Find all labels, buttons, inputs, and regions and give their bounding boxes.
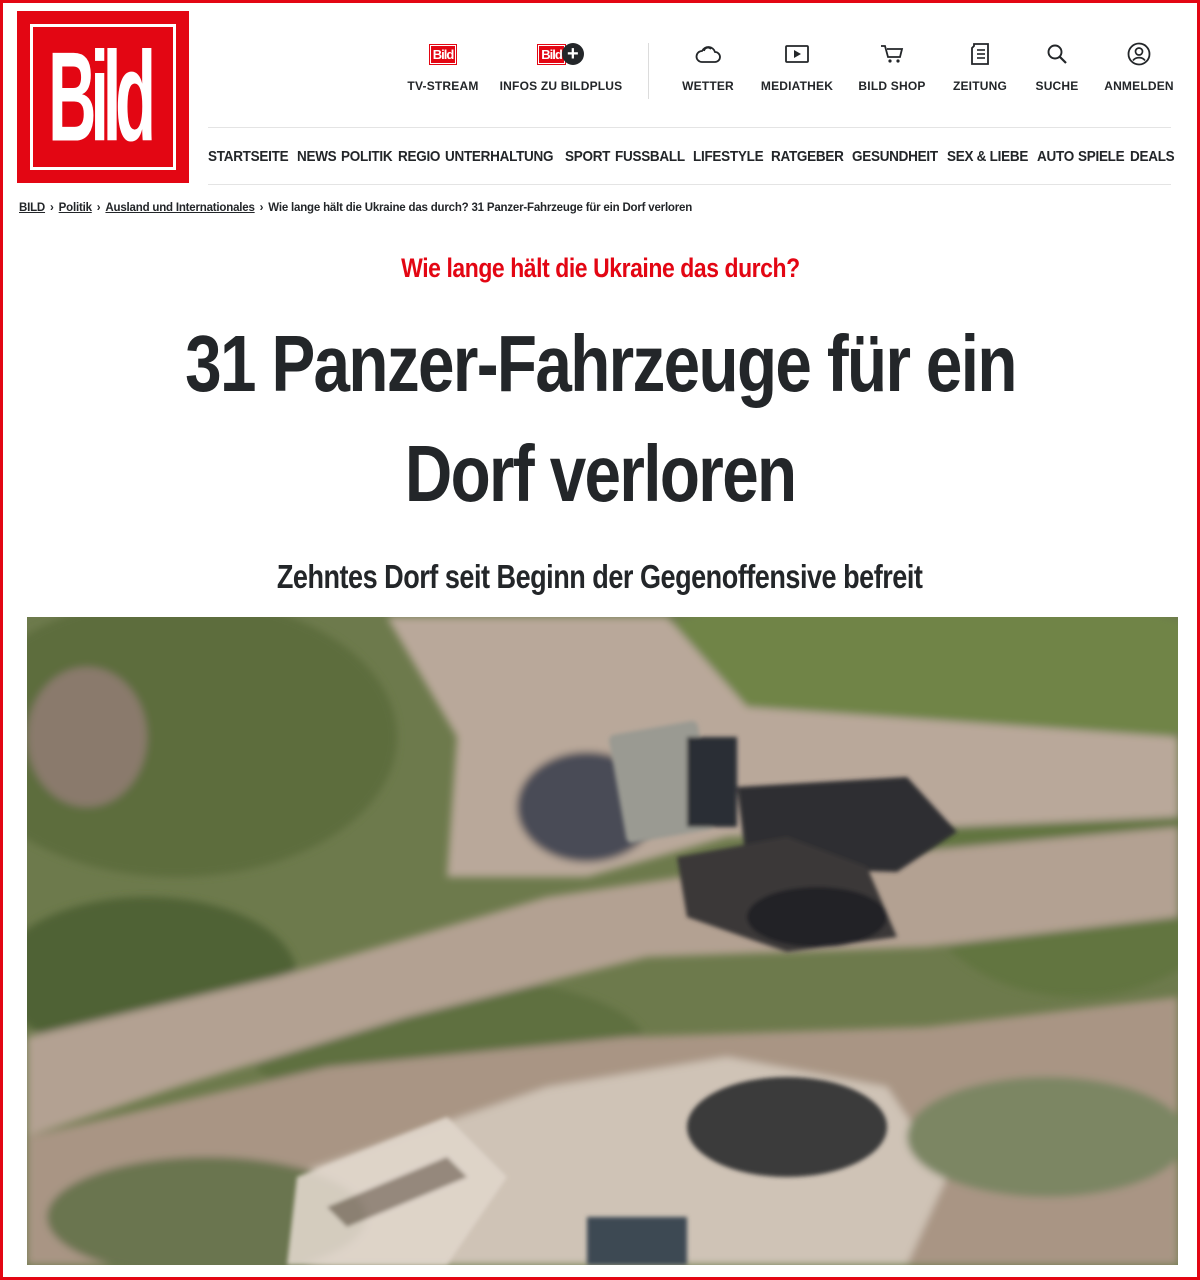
util-label-zeitung: ZEITUNG: [952, 79, 1008, 93]
main-nav: [208, 127, 1175, 185]
nav-ratgeber[interactable]: RATGEBER: [771, 147, 844, 165]
play-icon: [784, 39, 810, 69]
newspaper-icon: [969, 39, 991, 69]
util-item-shop[interactable]: [858, 39, 926, 93]
subline-text: Zehntes Dorf seit Beginn der Gegenoffensive befreit: [277, 558, 923, 595]
breadcrumb-bild[interactable]: BILD: [19, 202, 46, 214]
breadcrumb-separator: ›: [96, 202, 101, 214]
util-item-wetter[interactable]: [678, 39, 738, 93]
util-label-anmelden: ANMELDEN: [1104, 79, 1174, 93]
util-item-suche[interactable]: [1032, 39, 1082, 93]
util-label-tv-stream: TV-STREAM: [407, 79, 479, 93]
nav-startseite[interactable]: STARTSEITE: [208, 147, 289, 165]
util-item-bildplus[interactable]: [499, 39, 623, 93]
breadcrumb-ausland[interactable]: Ausland und Internationales: [105, 202, 255, 214]
nav-auto[interactable]: AUTO: [1037, 147, 1075, 165]
util-label-shop: BILD SHOP: [858, 79, 926, 93]
nav-gesundheit[interactable]: GESUNDHEIT: [851, 147, 938, 165]
util-item-mediathek[interactable]: [762, 39, 832, 93]
article-subline: [3, 558, 1197, 596]
search-icon: [1045, 39, 1069, 69]
logo-text: Bild: [48, 25, 150, 168]
nav-news[interactable]: NEWS: [297, 147, 337, 165]
breadcrumb-politik[interactable]: Politik: [58, 202, 92, 214]
nav-spiele[interactable]: SPIELE: [1078, 147, 1125, 165]
util-item-anmelden[interactable]: [1104, 39, 1174, 93]
nav-sex-liebe[interactable]: SEX & LIEBE: [947, 147, 1029, 165]
kicker-text: Wie lange hält die Ukraine das durch?: [400, 253, 800, 283]
nav-regio[interactable]: REGIO: [398, 147, 441, 165]
cloud-icon: [694, 39, 722, 69]
headline-line-1: 31 Panzer-Fahrzeuge für ein: [184, 319, 1016, 408]
user-icon: [1126, 39, 1152, 69]
breadcrumb: [19, 202, 692, 214]
util-label-mediathek: MEDIATHEK: [760, 79, 834, 93]
breadcrumb-current: Wie lange hält die Ukraine das durch? 31 Panzer-Fahrzeuge für ein Dorf verloren: [268, 202, 693, 214]
breadcrumb-separator: ›: [50, 202, 54, 214]
hero-image[interactable]: [27, 617, 1178, 1265]
nav-lifestyle[interactable]: LIFESTYLE: [693, 147, 764, 165]
nav-unterhaltung[interactable]: UNTERHALTUNG: [444, 147, 554, 165]
nav-fussball[interactable]: FUSSBALL: [615, 147, 686, 165]
utility-nav: [398, 39, 1178, 109]
nav-sport[interactable]: SPORT: [565, 147, 611, 165]
util-divider: [648, 43, 649, 99]
aerial-photo: [27, 617, 1178, 1265]
bild-badge: Bild: [430, 45, 457, 64]
bildplus-icon: [538, 39, 584, 69]
cart-icon: [879, 39, 905, 69]
article-headline: [3, 309, 1197, 529]
logo-border: [30, 24, 176, 170]
nav-politik[interactable]: POLITIK: [341, 147, 393, 165]
bild-tv-icon: [430, 39, 457, 69]
util-label-wetter: WETTER: [682, 79, 734, 93]
util-item-zeitung[interactable]: [950, 39, 1010, 93]
bild-badge: Bild: [538, 45, 565, 64]
headline-line-2: Dorf verloren: [404, 429, 796, 518]
plus-icon: +: [562, 43, 584, 65]
util-item-tv-stream[interactable]: [398, 39, 488, 93]
nav-deals[interactable]: DEALS: [1129, 147, 1175, 165]
breadcrumb-separator: ›: [259, 202, 264, 214]
bild-logo[interactable]: [17, 11, 189, 183]
article-kicker: [3, 253, 1197, 284]
util-label-bildplus: INFOS ZU BILDPLUS: [499, 79, 623, 93]
util-label-suche: SUCHE: [1035, 79, 1079, 93]
